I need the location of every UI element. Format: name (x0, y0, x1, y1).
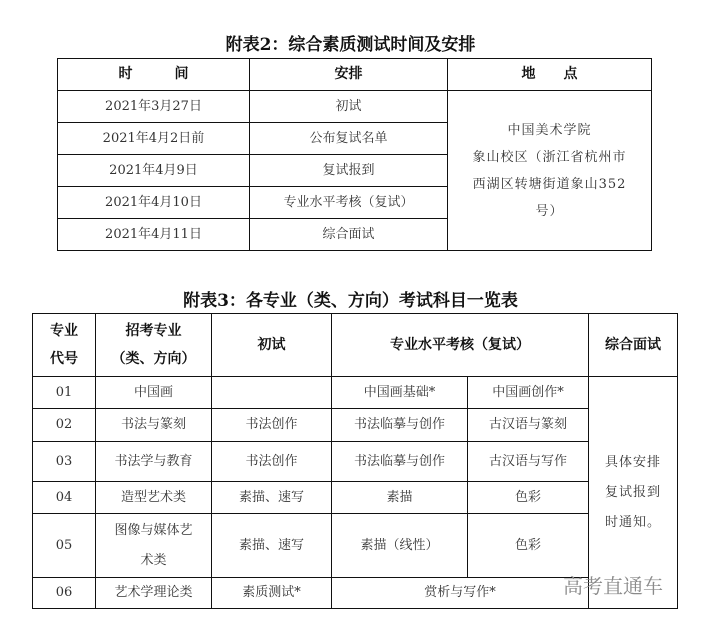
header-location: 地 点 (448, 59, 652, 91)
cell-major (96, 514, 212, 578)
table-row (58, 91, 652, 123)
cell-code: 06 (33, 578, 96, 609)
cell-exam2: 中国画创作* (468, 377, 589, 409)
cell-preliminary: 素质测试* (212, 578, 332, 609)
cell-time: 2021年4月10日 (58, 187, 250, 219)
cell-time: 2021年3月27日 (58, 91, 250, 123)
major-line: 术类 (140, 552, 167, 568)
cell-preliminary: 素描、速写 (212, 482, 332, 514)
cell-code: 01 (33, 377, 96, 409)
watermark-text: 高考直通车 (563, 574, 663, 598)
cell-preliminary: 素描、速写 (212, 514, 332, 578)
location-line: 西湖区转塘街道象山352 (472, 176, 627, 192)
table-row (33, 482, 678, 514)
cell-exam1: 素描（线性） (332, 514, 468, 578)
table2-title: 附表2：综合素质测试时间及安排 (225, 35, 476, 55)
location-line: 中国美术学院 (507, 122, 592, 138)
table-row (33, 377, 678, 409)
cell-major: 中国画 (96, 377, 212, 409)
header-major (96, 314, 212, 377)
header-professional: 专业水平考核（复试） (332, 314, 589, 377)
cell-arrangement: 综合面试 (250, 219, 448, 251)
major-line: 图像与媒体艺 (114, 522, 193, 538)
cell-exam1: 中国画基础* (332, 377, 468, 409)
cell-major: 艺术学理论类 (96, 578, 212, 609)
location-line: 号） (535, 203, 564, 219)
note-line: 时通知。 (604, 514, 661, 530)
cell-exam2: 古汉语与篆刻 (468, 409, 589, 442)
cell-exam2: 古汉语与写作 (468, 442, 589, 482)
cell-time: 2021年4月2日前 (58, 123, 250, 155)
cell-preliminary (212, 377, 332, 409)
cell-code: 05 (33, 514, 96, 578)
cell-preliminary: 书法创作 (212, 409, 332, 442)
cell-exam-merged: 赏析与写作* (332, 578, 589, 609)
location-line: 象山校区（浙江省杭州市 (472, 149, 627, 165)
header-time: 时 间 (58, 59, 250, 91)
cell-arrangement: 复试报到 (250, 155, 448, 187)
cell-exam1: 书法临摹与创作 (332, 409, 468, 442)
table-row (33, 409, 678, 442)
cell-code: 03 (33, 442, 96, 482)
header-code-line: 代号 (50, 351, 78, 367)
header-arrangement: 安排 (250, 59, 448, 91)
table-row (33, 442, 678, 482)
header-interview: 综合面试 (589, 314, 678, 377)
cell-arrangement: 初试 (250, 91, 448, 123)
header-major-line: 招考专业 (125, 323, 182, 339)
cell-exam2: 色彩 (468, 514, 589, 578)
header-major-line: （类、方向） (111, 351, 196, 367)
cell-major: 造型艺术类 (96, 482, 212, 514)
cell-major: 书法学与教育 (96, 442, 212, 482)
header-code (33, 314, 96, 377)
table-header-row (33, 314, 678, 377)
cell-preliminary: 书法创作 (212, 442, 332, 482)
cell-arrangement: 专业水平考核（复试） (250, 187, 448, 219)
cell-exam1: 书法临摹与创作 (332, 442, 468, 482)
cell-time: 2021年4月11日 (58, 219, 250, 251)
subjects-table (32, 313, 678, 609)
cell-location (448, 91, 652, 251)
table3-title: 附表3：各专业（类、方向）考试科目一览表 (183, 291, 518, 311)
cell-major: 书法与篆刻 (96, 409, 212, 442)
schedule-table (57, 58, 652, 251)
table-row (33, 514, 678, 578)
table-header-row (58, 59, 652, 91)
cell-arrangement: 公布复试名单 (250, 123, 448, 155)
note-line: 具体安排 (604, 454, 661, 470)
header-preliminary: 初试 (212, 314, 332, 377)
cell-code: 02 (33, 409, 96, 442)
note-line: 复试报到 (604, 484, 661, 500)
cell-time: 2021年4月9日 (58, 155, 250, 187)
header-code-line: 专业 (50, 323, 78, 339)
cell-exam2: 色彩 (468, 482, 589, 514)
cell-exam1: 素描 (332, 482, 468, 514)
cell-code: 04 (33, 482, 96, 514)
